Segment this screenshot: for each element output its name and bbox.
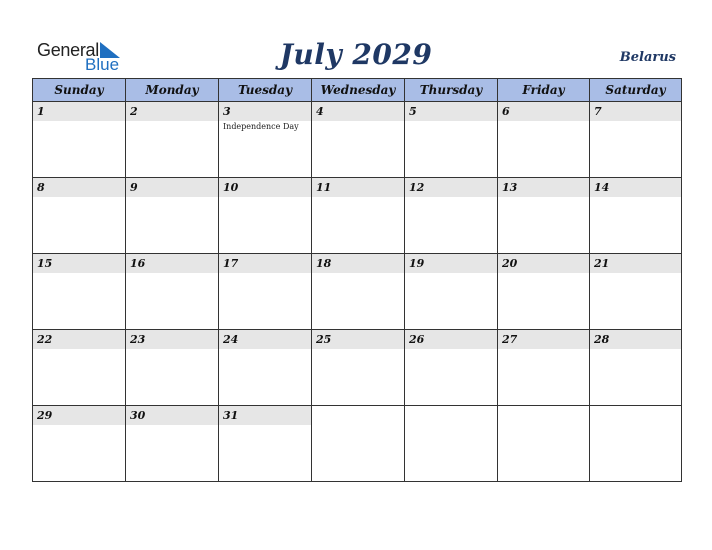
day-number: 7 xyxy=(594,105,602,118)
weekday-header: Saturday xyxy=(590,79,682,102)
day-number-bar xyxy=(33,330,125,349)
day-number: 17 xyxy=(223,257,239,270)
day-number-bar xyxy=(219,330,311,349)
day-number: 4 xyxy=(316,105,324,118)
day-cell xyxy=(33,406,126,482)
day-number-bar xyxy=(498,178,589,197)
day-number: 16 xyxy=(130,257,146,270)
day-number: 9 xyxy=(130,181,138,194)
day-cell xyxy=(405,178,498,254)
calendar-grid xyxy=(32,78,682,482)
holiday-event: Independence Day xyxy=(223,122,299,131)
day-cell xyxy=(498,406,590,482)
day-number-bar xyxy=(498,330,589,349)
day-cell xyxy=(498,102,590,178)
day-number: 8 xyxy=(37,181,45,194)
week-row xyxy=(33,178,682,254)
day-number-bar xyxy=(590,102,681,121)
day-number: 24 xyxy=(223,333,239,346)
day-cell xyxy=(126,178,219,254)
day-cell xyxy=(590,406,682,482)
day-cell xyxy=(126,406,219,482)
weekday-header: Thursday xyxy=(405,79,498,102)
day-number-bar xyxy=(498,406,589,409)
day-cell xyxy=(498,178,590,254)
weekday-header: Sunday xyxy=(33,79,126,102)
page-title: July 2029 xyxy=(279,38,433,71)
day-number-bar xyxy=(405,330,497,349)
day-number-bar xyxy=(33,178,125,197)
day-number: 30 xyxy=(130,409,146,422)
week-row xyxy=(33,102,682,178)
day-cell xyxy=(33,102,126,178)
day-number: 5 xyxy=(409,105,417,118)
day-cell xyxy=(219,178,312,254)
day-number-bar xyxy=(126,178,218,197)
day-number-bar xyxy=(590,406,681,409)
day-cell xyxy=(405,330,498,406)
day-cell xyxy=(33,254,126,330)
day-cell xyxy=(126,102,219,178)
logo-text-general: General xyxy=(37,40,99,60)
day-number-bar xyxy=(498,102,589,121)
day-number: 14 xyxy=(594,181,610,194)
day-cell xyxy=(405,406,498,482)
day-number: 15 xyxy=(37,257,53,270)
day-number xyxy=(590,406,681,409)
day-cell xyxy=(590,178,682,254)
day-cell xyxy=(312,178,405,254)
day-number-bar xyxy=(312,330,404,349)
week-row xyxy=(33,330,682,406)
day-number xyxy=(498,406,589,409)
day-cell xyxy=(219,102,312,178)
day-number: 27 xyxy=(502,333,518,346)
day-number: 11 xyxy=(316,181,332,194)
day-number-bar xyxy=(405,178,497,197)
day-cell xyxy=(126,330,219,406)
week-row xyxy=(33,254,682,330)
day-cell xyxy=(312,330,405,406)
day-number-bar xyxy=(590,178,681,197)
day-number: 10 xyxy=(223,181,239,194)
day-cell xyxy=(126,254,219,330)
day-cell xyxy=(219,330,312,406)
day-cell xyxy=(219,254,312,330)
day-cell xyxy=(498,330,590,406)
day-number-bar xyxy=(126,406,218,425)
day-number: 31 xyxy=(223,409,239,422)
day-number-bar xyxy=(312,254,404,273)
day-cell xyxy=(312,406,405,482)
country-label: Belarus xyxy=(619,50,676,65)
day-cell xyxy=(405,102,498,178)
day-number-bar xyxy=(590,330,681,349)
day-number-bar xyxy=(219,406,311,425)
day-number: 3 xyxy=(223,105,231,118)
day-number-bar xyxy=(33,406,125,425)
day-number: 23 xyxy=(130,333,146,346)
day-number-bar xyxy=(219,102,311,121)
day-cell xyxy=(33,330,126,406)
day-number xyxy=(312,406,404,409)
day-cell xyxy=(498,254,590,330)
logo-text-blue: Blue xyxy=(85,55,120,74)
day-number: 21 xyxy=(594,257,610,270)
day-number-bar xyxy=(405,102,497,121)
weekday-header: Friday xyxy=(498,79,590,102)
day-number: 12 xyxy=(409,181,425,194)
day-number-bar xyxy=(312,102,404,121)
day-number: 6 xyxy=(502,105,510,118)
week-row xyxy=(33,406,682,482)
day-number: 13 xyxy=(502,181,518,194)
day-number-bar xyxy=(219,178,311,197)
weekday-header: Monday xyxy=(126,79,219,102)
day-number-bar xyxy=(498,254,589,273)
day-number-bar xyxy=(312,406,404,409)
day-number: 25 xyxy=(316,333,332,346)
day-number: 29 xyxy=(37,409,53,422)
day-number-bar xyxy=(590,254,681,273)
day-number: 18 xyxy=(316,257,332,270)
day-number-bar xyxy=(126,102,218,121)
day-number-bar xyxy=(405,254,497,273)
day-number: 28 xyxy=(594,333,610,346)
weekday-header: Tuesday xyxy=(219,79,312,102)
day-number: 1 xyxy=(37,105,45,118)
day-cell xyxy=(405,254,498,330)
day-number: 20 xyxy=(502,257,518,270)
day-cell xyxy=(33,178,126,254)
day-number-bar xyxy=(126,330,218,349)
weekday-header-row xyxy=(33,79,682,102)
day-number: 19 xyxy=(409,257,425,270)
day-number-bar xyxy=(219,254,311,273)
day-number xyxy=(405,406,497,409)
day-number-bar xyxy=(126,254,218,273)
day-cell xyxy=(590,102,682,178)
day-number-bar xyxy=(405,406,497,409)
day-number: 26 xyxy=(409,333,425,346)
day-number-bar xyxy=(33,254,125,273)
day-cell xyxy=(219,406,312,482)
day-cell xyxy=(590,330,682,406)
day-number: 22 xyxy=(37,333,53,346)
day-cell xyxy=(590,254,682,330)
day-number: 2 xyxy=(130,105,138,118)
day-number-bar xyxy=(312,178,404,197)
day-cell xyxy=(312,102,405,178)
day-number-bar xyxy=(33,102,125,121)
day-cell xyxy=(312,254,405,330)
weekday-header: Wednesday xyxy=(312,79,405,102)
